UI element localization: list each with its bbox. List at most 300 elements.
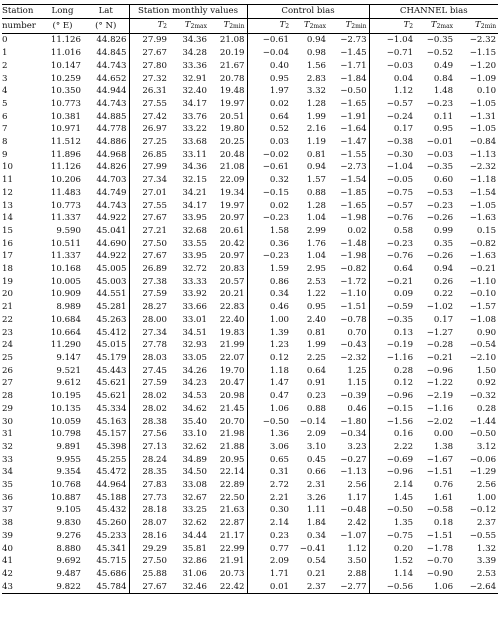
- cell-monthly-t2max: 32.67: [182, 492, 207, 503]
- cell-station-number: 7: [2, 124, 8, 135]
- cell-longitude: 9.147: [56, 352, 81, 363]
- header-control-t2min: T2min: [328, 18, 369, 34]
- header-channel-t2: T2: [369, 18, 415, 34]
- cell-channel-t2min: −1.08: [469, 314, 497, 325]
- cell-monthly-t2max: 32.46: [169, 581, 209, 594]
- cell-channel-t2max: 0.60: [433, 175, 454, 186]
- cell-monthly-t2max: 33.10: [182, 429, 207, 440]
- cell-control-t2min: −1.13: [340, 467, 367, 478]
- cell-channel-t2min: 0.15: [476, 225, 497, 236]
- cell-channel-t2max: 0.00: [433, 429, 454, 440]
- cell-longitude: 10.773: [50, 98, 81, 109]
- cell-longitude: 9.521: [56, 365, 81, 376]
- cell-monthly-t2min: 19.97: [219, 200, 245, 211]
- cell-monthly-t2: 28.38: [129, 416, 169, 429]
- cell-longitude: 10.147: [50, 60, 81, 71]
- cell-longitude: 11.016: [50, 48, 81, 59]
- cell-monthly-t2: 27.99: [129, 34, 169, 47]
- cell-control-t2: 0.01: [247, 581, 291, 594]
- cell-channel-t2min: −1.05: [469, 98, 497, 109]
- cell-monthly-t2min: 22.89: [219, 480, 245, 491]
- cell-control-t2: 1.47: [247, 377, 291, 390]
- cell-control-t2min: −0.43: [340, 340, 367, 351]
- cell-channel-t2: −1.16: [369, 352, 415, 365]
- table-row: [2, 441, 498, 454]
- cell-monthly-t2max: 33.08: [182, 480, 207, 491]
- cell-latitude: 44.964: [96, 480, 127, 491]
- cell-channel-t2min: −0.54: [469, 340, 497, 351]
- cell-control-t2max: 0.66: [306, 467, 327, 478]
- cell-longitude: 10.350: [50, 86, 81, 97]
- cell-control-t2max: 0.81: [306, 327, 327, 338]
- cell-channel-t2min: −1.10: [469, 276, 497, 287]
- table-row: [2, 339, 498, 352]
- table-row: [2, 466, 498, 479]
- cell-channel-t2min: 3.39: [476, 556, 497, 567]
- cell-longitude: 9.830: [56, 518, 81, 529]
- cell-control-t2max: 0.95: [306, 302, 327, 313]
- table-row: [2, 238, 498, 251]
- cell-monthly-t2min: 21.17: [219, 530, 245, 541]
- cell-monthly-t2max: 33.95: [182, 213, 207, 224]
- cell-channel-t2max: 1.61: [433, 492, 454, 503]
- table-row: [2, 416, 498, 429]
- header-channel-t2min: T2min: [455, 18, 498, 34]
- cell-channel-t2max: −1.67: [426, 454, 454, 465]
- table-row: [2, 200, 498, 213]
- cell-station-number: 9: [2, 149, 8, 160]
- cell-channel-t2: −0.76: [369, 212, 415, 225]
- cell-channel-t2: 0.28: [369, 365, 415, 378]
- cell-channel-t2min: 0.28: [476, 403, 497, 414]
- cell-control-t2min: −1.85: [340, 187, 367, 198]
- cell-longitude: 10.059: [50, 416, 81, 427]
- cell-station-number: 0: [2, 35, 8, 46]
- cell-control-t2max: 1.22: [306, 289, 327, 300]
- cell-control-t2min: −1.45: [340, 48, 367, 59]
- cell-control-t2min: 1.25: [347, 365, 367, 376]
- cell-monthly-t2max: 32.86: [182, 556, 207, 567]
- cell-monthly-t2: 27.38: [129, 276, 169, 289]
- cell-control-t2max: 2.53: [306, 276, 327, 287]
- cell-station-number: 17: [2, 251, 13, 262]
- cell-channel-t2max: −1.02: [426, 302, 454, 313]
- cell-channel-t2: 1.52: [369, 555, 415, 568]
- header-control-t2: T2: [247, 18, 291, 34]
- cell-channel-t2max: 0.94: [433, 264, 454, 275]
- cell-control-t2min: −0.27: [340, 454, 367, 465]
- cell-channel-t2min: −1.13: [469, 149, 497, 160]
- cell-control-t2max: 3.32: [306, 86, 327, 97]
- cell-channel-t2: −1.04: [369, 34, 415, 47]
- cell-latitude: 44.968: [96, 149, 127, 160]
- cell-monthly-t2min: 19.83: [219, 327, 245, 338]
- cell-channel-t2max: 1.48: [433, 86, 454, 97]
- cell-station-number: 16: [2, 238, 13, 249]
- cell-monthly-t2max: 33.66: [182, 302, 207, 313]
- cell-channel-t2: 0.09: [369, 288, 415, 301]
- cell-longitude: 10.168: [50, 264, 81, 275]
- cell-control-t2min: −1.65: [340, 200, 367, 211]
- cell-monthly-t2min: 20.97: [219, 251, 245, 262]
- cell-control-t2min: 1.12: [347, 543, 367, 554]
- cell-latitude: 45.784: [83, 581, 129, 594]
- table-row: [2, 492, 498, 505]
- cell-latitude: 45.003: [96, 276, 127, 287]
- cell-monthly-t2: 27.01: [129, 187, 169, 200]
- cell-channel-t2min: 1.50: [476, 365, 497, 376]
- cell-latitude: 44.652: [96, 73, 127, 84]
- cell-channel-t2max: 0.95: [433, 124, 454, 135]
- table-row: [2, 60, 498, 73]
- cell-monthly-t2: 27.55: [129, 200, 169, 213]
- cell-latitude: 44.778: [96, 124, 127, 135]
- cell-channel-t2min: −1.20: [469, 60, 497, 71]
- cell-channel-t2: −0.23: [369, 238, 415, 251]
- cell-monthly-t2max: 34.62: [182, 403, 207, 414]
- cell-monthly-t2: 25.88: [129, 568, 169, 581]
- cell-monthly-t2min: 21.45: [219, 403, 245, 414]
- header-monthly-t2: T2: [129, 18, 169, 34]
- cell-control-t2: 1.97: [247, 85, 291, 98]
- cell-latitude: 44.886: [96, 137, 127, 148]
- cell-monthly-t2min: 20.51: [219, 111, 245, 122]
- cell-channel-t2max: −0.35: [426, 35, 454, 46]
- table-row: [2, 263, 498, 276]
- cell-channel-t2min: −2.32: [469, 35, 497, 46]
- cell-latitude: 44.690: [96, 238, 127, 249]
- cell-control-t2: 0.12: [247, 352, 291, 365]
- cell-latitude: 45.443: [96, 365, 127, 376]
- cell-control-t2min: −1.98: [340, 251, 367, 262]
- cell-channel-t2: −0.35: [369, 314, 415, 327]
- cell-latitude: 44.922: [96, 213, 127, 224]
- cell-longitude: 11.483: [50, 187, 81, 198]
- table-row: [2, 479, 498, 492]
- cell-control-t2max: 2.99: [306, 225, 327, 236]
- cell-longitude: 9.276: [56, 530, 81, 541]
- cell-channel-t2min: −1.57: [469, 302, 497, 313]
- cell-station-number: 20: [2, 289, 13, 300]
- cell-monthly-t2min: 19.97: [219, 98, 245, 109]
- cell-channel-t2max: −2.19: [426, 391, 454, 402]
- cell-channel-t2: 0.16: [369, 428, 415, 441]
- cell-channel-t2min: 0.90: [476, 327, 497, 338]
- cell-channel-t2: −0.56: [369, 581, 415, 594]
- cell-latitude: 44.885: [96, 111, 127, 122]
- cell-control-t2min: −0.39: [340, 391, 367, 402]
- cell-channel-t2: −0.19: [369, 339, 415, 352]
- cell-monthly-t2max: 34.17: [182, 98, 207, 109]
- cell-monthly-t2max: 32.72: [182, 264, 207, 275]
- cell-monthly-t2: 27.55: [129, 98, 169, 111]
- cell-monthly-t2: 27.25: [129, 136, 169, 149]
- cell-channel-t2max: −1.27: [426, 327, 454, 338]
- cell-monthly-t2: 26.97: [129, 123, 169, 136]
- cell-monthly-t2min: 21.63: [219, 505, 245, 516]
- cell-channel-t2min: −0.06: [469, 454, 497, 465]
- cell-monthly-t2: 27.78: [129, 339, 169, 352]
- cell-monthly-t2max: 34.21: [182, 187, 207, 198]
- cell-station-number: 19: [2, 276, 13, 287]
- cell-monthly-t2max: 34.44: [182, 530, 207, 541]
- cell-control-t2max: 0.45: [306, 454, 327, 465]
- cell-monthly-t2: 27.67: [129, 581, 169, 594]
- cell-monthly-t2max: 32.62: [182, 441, 207, 452]
- table-row: [2, 288, 498, 301]
- cell-control-t2max: 1.84: [306, 518, 327, 529]
- cell-monthly-t2max: 33.22: [182, 124, 207, 135]
- cell-latitude: 45.005: [96, 264, 127, 275]
- cell-monthly-t2: 28.00: [129, 314, 169, 327]
- cell-control-t2max: 2.95: [306, 264, 327, 275]
- cell-monthly-t2max: 31.06: [182, 568, 207, 579]
- cell-channel-t2max: −0.53: [426, 187, 454, 198]
- cell-control-t2: 1.18: [247, 365, 291, 378]
- cell-channel-t2min: −2.64: [455, 581, 498, 594]
- cell-longitude: 11.126: [50, 35, 81, 46]
- cell-channel-t2max: −1.51: [426, 467, 454, 478]
- cell-channel-t2: −0.24: [369, 111, 415, 124]
- cell-control-t2max: 2.37: [291, 581, 328, 594]
- table-row: [2, 149, 498, 162]
- cell-control-t2: 0.02: [247, 200, 291, 213]
- cell-channel-t2: −0.15: [369, 403, 415, 416]
- table-row: [2, 161, 498, 174]
- cell-control-t2min: 2.88: [347, 568, 367, 579]
- cell-control-t2max: 2.31: [306, 480, 327, 491]
- cell-control-t2: 2.21: [247, 492, 291, 505]
- header-group-monthly: Station monthly values: [129, 5, 247, 19]
- cell-monthly-t2max: 32.15: [182, 175, 207, 186]
- cell-monthly-t2max: 33.33: [182, 276, 207, 287]
- table-row: [2, 212, 498, 225]
- cell-channel-t2min: 3.12: [476, 441, 497, 452]
- cell-monthly-t2: 27.67: [129, 47, 169, 60]
- cell-station-number: 11: [2, 175, 13, 186]
- cell-longitude: 10.511: [50, 238, 81, 249]
- cell-control-t2min: −0.48: [340, 505, 367, 516]
- cell-station-number: 32: [2, 441, 13, 452]
- header-monthly-t2max: T2max: [169, 18, 209, 34]
- cell-channel-t2: 0.12: [369, 377, 415, 390]
- cell-channel-t2max: −0.58: [426, 505, 454, 516]
- cell-channel-t2max: −0.90: [426, 568, 454, 579]
- cell-monthly-t2max: 33.01: [182, 314, 207, 325]
- cell-station-number: 31: [2, 429, 13, 440]
- cell-monthly-t2min: 20.78: [219, 73, 245, 84]
- table-row: [2, 390, 498, 403]
- cell-control-t2max: 2.83: [306, 73, 327, 84]
- cell-monthly-t2: 27.59: [129, 377, 169, 390]
- table-row: [2, 454, 498, 467]
- cell-monthly-t2: 28.24: [129, 454, 169, 467]
- cell-latitude: 44.743: [96, 60, 127, 71]
- cell-longitude: 10.135: [50, 403, 81, 414]
- cell-monthly-t2: 28.16: [129, 530, 169, 543]
- cell-longitude: 9.822: [42, 581, 83, 594]
- cell-latitude: 45.715: [96, 556, 127, 567]
- table-row: [2, 111, 498, 124]
- cell-longitude: 9.891: [56, 441, 81, 452]
- cell-monthly-t2max: 35.81: [182, 543, 207, 554]
- cell-monthly-t2min: 20.73: [219, 568, 245, 579]
- cell-channel-t2: −0.30: [369, 149, 415, 162]
- cell-longitude: 8.989: [56, 302, 81, 313]
- cell-monthly-t2: 27.13: [129, 441, 169, 454]
- cell-channel-t2max: 0.49: [433, 60, 454, 71]
- cell-monthly-t2max: 33.55: [182, 238, 207, 249]
- cell-latitude: 45.341: [96, 543, 127, 554]
- cell-control-t2: 0.32: [247, 174, 291, 187]
- cell-station-number: 4: [2, 86, 8, 97]
- cell-channel-t2min: −2.10: [469, 352, 497, 363]
- cell-station-number: 28: [2, 391, 13, 402]
- cell-longitude: 11.512: [50, 137, 81, 148]
- cell-channel-t2max: −0.28: [426, 340, 454, 351]
- cell-control-t2min: −0.82: [340, 264, 367, 275]
- cell-monthly-t2min: 22.07: [219, 352, 245, 363]
- cell-longitude: 11.337: [50, 213, 81, 224]
- cell-channel-t2max: −0.52: [426, 48, 454, 59]
- cell-control-t2max: 2.16: [306, 124, 327, 135]
- cell-monthly-t2max: 32.91: [182, 73, 207, 84]
- cell-channel-t2: 0.58: [369, 225, 415, 238]
- cell-station-number: 40: [2, 543, 13, 554]
- cell-channel-t2: 0.17: [369, 123, 415, 136]
- cell-latitude: 45.281: [96, 302, 127, 313]
- header-control-t2max: T2max: [291, 18, 328, 34]
- cell-control-t2: 0.23: [247, 530, 291, 543]
- cell-monthly-t2min: 20.21: [219, 289, 245, 300]
- cell-control-t2min: −0.50: [340, 86, 367, 97]
- cell-latitude: 45.472: [96, 467, 127, 478]
- cell-station-number: 39: [2, 530, 13, 541]
- table-row: [2, 568, 498, 581]
- cell-control-t2: −0.15: [247, 187, 291, 200]
- header-lat-unit: (° N): [83, 18, 129, 34]
- table-row: [2, 555, 498, 568]
- cell-monthly-t2max: 33.92: [182, 289, 207, 300]
- cell-control-t2min: −1.65: [340, 98, 367, 109]
- cell-station-number: 41: [2, 556, 13, 567]
- cell-monthly-t2: 27.42: [129, 111, 169, 124]
- cell-latitude: 45.233: [96, 530, 127, 541]
- cell-channel-t2: 0.04: [369, 73, 415, 86]
- cell-longitude: 9.105: [56, 505, 81, 516]
- cell-control-t2max: 0.34: [306, 530, 327, 541]
- cell-control-t2min: −1.10: [340, 289, 367, 300]
- cell-station-number: 10: [2, 162, 13, 173]
- cell-monthly-t2max: 34.50: [182, 467, 207, 478]
- cell-control-t2min: −2.73: [340, 35, 367, 46]
- cell-control-t2max: 0.98: [306, 48, 327, 59]
- cell-monthly-t2max: 34.26: [182, 365, 207, 376]
- cell-monthly-t2: 29.29: [129, 543, 169, 556]
- cell-channel-t2max: −0.70: [426, 556, 454, 567]
- cell-channel-t2: 1.45: [369, 492, 415, 505]
- cell-channel-t2min: −0.82: [469, 238, 497, 249]
- cell-monthly-t2min: 19.34: [219, 187, 245, 198]
- cell-channel-t2: −0.59: [369, 301, 415, 314]
- cell-control-t2min: −1.80: [340, 416, 367, 427]
- cell-channel-t2min: −0.55: [469, 530, 497, 541]
- cell-control-t2: 0.65: [247, 454, 291, 467]
- cell-monthly-t2min: 20.57: [219, 276, 245, 287]
- cell-channel-t2max: −0.26: [426, 213, 454, 224]
- cell-monthly-t2: 27.83: [129, 479, 169, 492]
- cell-control-t2min: −1.64: [340, 124, 367, 135]
- cell-monthly-t2min: 19.70: [219, 365, 245, 376]
- cell-control-t2max: 1.19: [306, 137, 327, 148]
- cell-monthly-t2min: 22.99: [219, 543, 245, 554]
- cell-control-t2min: −1.91: [340, 111, 367, 122]
- cell-latitude: 45.260: [96, 518, 127, 529]
- cell-monthly-t2: 27.56: [129, 428, 169, 441]
- cell-control-t2max: 0.81: [306, 149, 327, 160]
- cell-control-t2max: 0.91: [306, 378, 327, 389]
- cell-monthly-t2: 28.35: [129, 466, 169, 479]
- cell-control-t2: 2.72: [247, 479, 291, 492]
- cell-control-t2: −0.04: [247, 47, 291, 60]
- table-row: [2, 174, 498, 187]
- cell-monthly-t2min: 21.98: [219, 429, 245, 440]
- cell-monthly-t2: 26.31: [129, 85, 169, 98]
- cell-channel-t2max: −1.51: [426, 530, 454, 541]
- cell-latitude: 44.551: [96, 289, 127, 300]
- table-row: [2, 365, 498, 378]
- cell-channel-t2min: −0.10: [469, 289, 497, 300]
- cell-longitude: 10.664: [50, 327, 81, 338]
- cell-channel-t2: −0.71: [369, 47, 415, 60]
- cell-control-t2min: −1.54: [340, 175, 367, 186]
- cell-monthly-t2max: 34.53: [182, 391, 207, 402]
- cell-channel-t2max: 0.26: [433, 276, 454, 287]
- cell-monthly-t2max: 32.68: [182, 225, 207, 236]
- cell-channel-t2: 0.13: [369, 327, 415, 340]
- station-bias-table: [2, 4, 498, 594]
- cell-channel-t2max: −0.35: [426, 162, 454, 173]
- cell-longitude: 9.612: [56, 378, 81, 389]
- cell-monthly-t2max: 33.68: [182, 137, 207, 148]
- cell-monthly-t2: 26.89: [129, 263, 169, 276]
- cell-station-number: 8: [2, 137, 8, 148]
- cell-monthly-t2min: 22.09: [219, 175, 245, 186]
- cell-control-t2: 0.40: [247, 60, 291, 73]
- cell-control-t2max: 0.94: [306, 35, 327, 46]
- table-row: [2, 85, 498, 98]
- cell-monthly-t2min: 20.42: [219, 238, 245, 249]
- table-row: [2, 301, 498, 314]
- cell-control-t2: 0.95: [247, 73, 291, 86]
- cell-longitude: 10.887: [50, 492, 81, 503]
- cell-station-number: 35: [2, 480, 13, 491]
- cell-channel-t2max: 0.84: [433, 73, 454, 84]
- cell-monthly-t2min: 20.83: [219, 264, 245, 275]
- cell-longitude: 10.909: [50, 289, 81, 300]
- cell-channel-t2: −0.96: [369, 466, 415, 479]
- cell-monthly-t2min: 22.40: [219, 314, 245, 325]
- cell-channel-t2max: 1.06: [415, 581, 455, 594]
- cell-station-number: 26: [2, 365, 13, 376]
- cell-station-number: 30: [2, 416, 13, 427]
- cell-control-t2: −0.02: [247, 149, 291, 162]
- cell-monthly-t2: 28.18: [129, 504, 169, 517]
- cell-monthly-t2min: 20.19: [219, 48, 245, 59]
- cell-channel-t2min: 1.32: [476, 543, 497, 554]
- cell-channel-t2: 1.12: [369, 85, 415, 98]
- cell-monthly-t2: 28.07: [129, 517, 169, 530]
